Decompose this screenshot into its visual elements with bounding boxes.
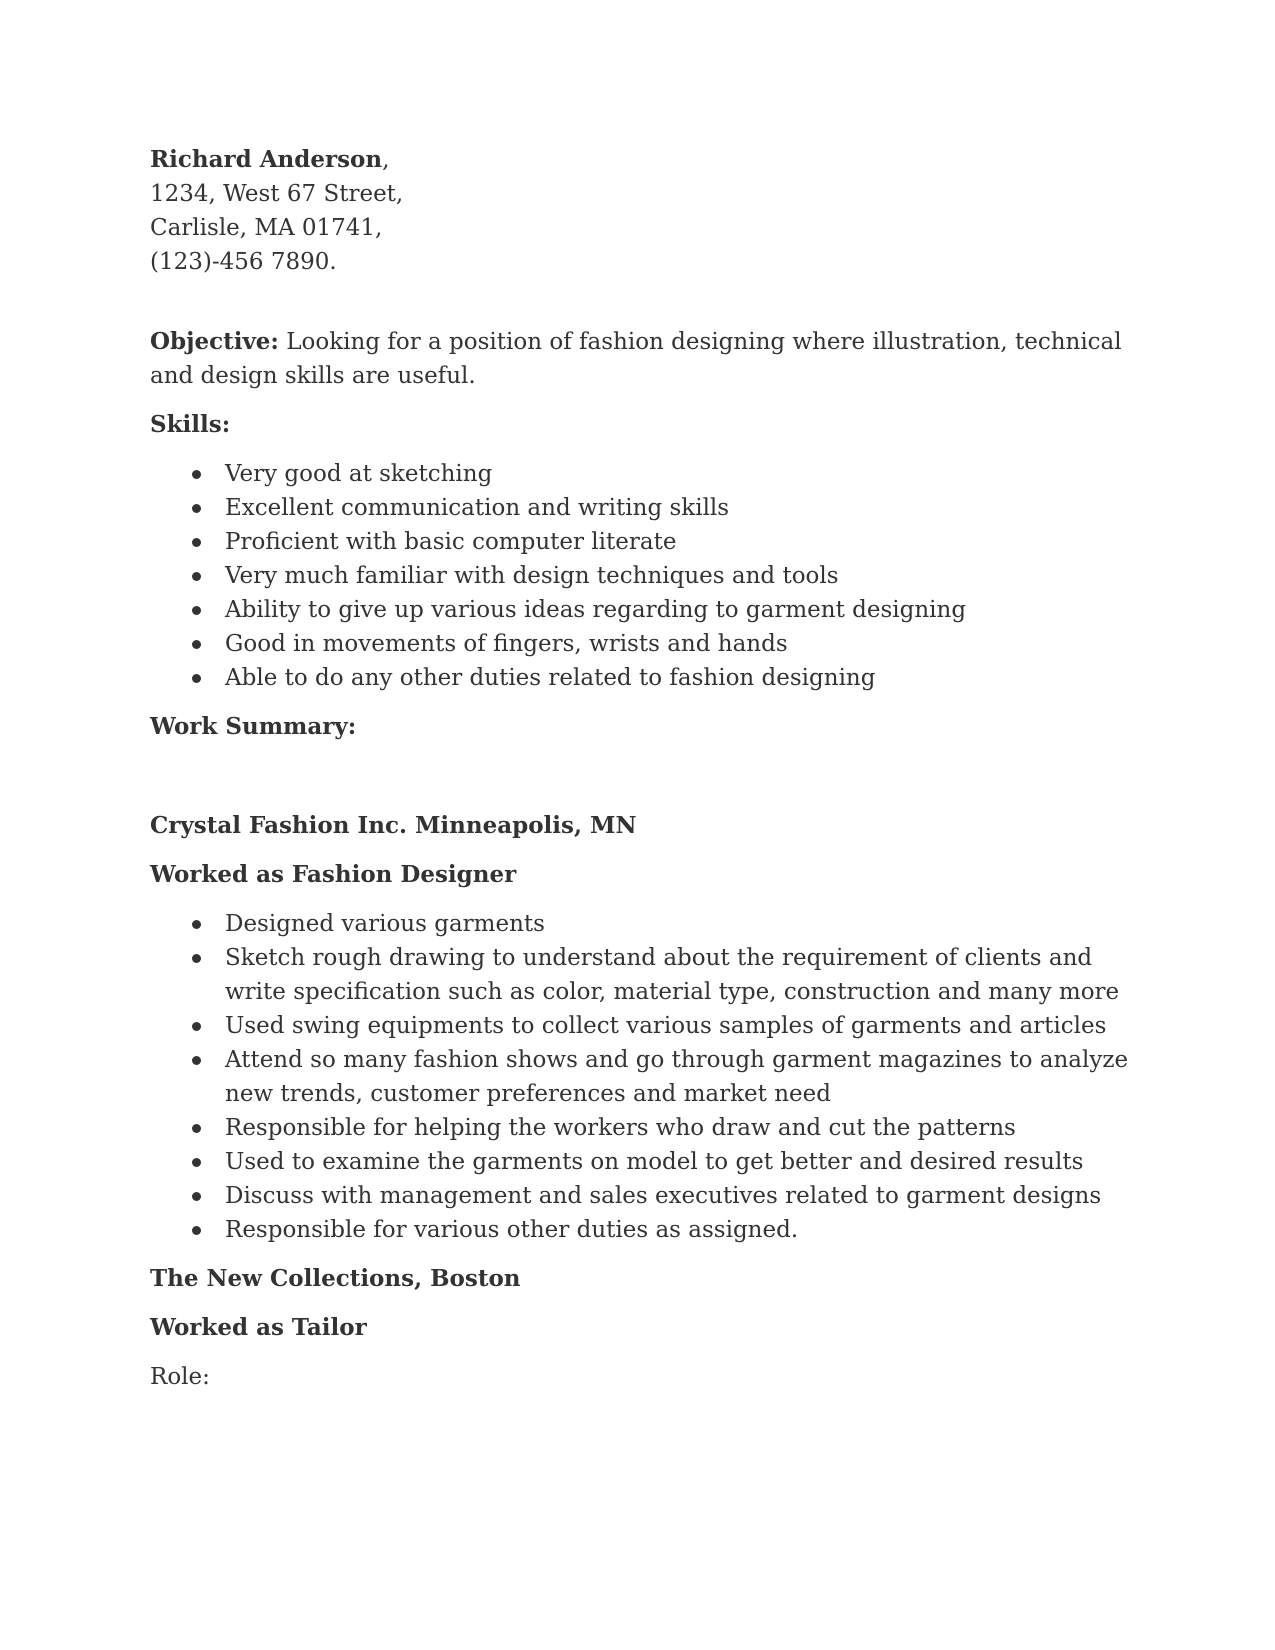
objective-paragraph: [150, 325, 1140, 393]
list-item: Responsible for various other duties as assigned.: [225, 1213, 1140, 1247]
list-item: Used swing equipments to collect various samples of garments and articles: [225, 1009, 1140, 1043]
contact-name-suffix: ,: [382, 147, 390, 173]
job1-company: Crystal Fashion Inc. Minneapolis, MN: [150, 812, 637, 839]
contact-phone: (123)-456 7890.: [150, 249, 337, 275]
list-item: Able to do any other duties related to fashion designing: [225, 661, 1140, 695]
list-item: Responsible for helping the workers who draw and cut the patterns: [225, 1111, 1140, 1145]
contact-block: [150, 143, 1140, 279]
objective-text: Looking for a position of fashion designing where illustration, technical and design skills are useful.: [150, 329, 1122, 389]
job2-title: Worked as Tailor: [150, 1314, 367, 1341]
job2-company: The New Collections, Boston: [150, 1265, 521, 1292]
job1-title: Worked as Fashion Designer: [150, 861, 517, 888]
list-item: Sketch rough drawing to understand about the requirement of clients and write specification such as color, material type, construction and many more: [225, 941, 1140, 1009]
job1-duties-list: [150, 907, 1140, 1247]
list-item: Excellent communication and writing skills: [225, 491, 1140, 525]
list-item: Used to examine the garments on model to get better and desired results: [225, 1145, 1140, 1179]
list-item: Good in movements of fingers, wrists and hands: [225, 627, 1140, 661]
list-item: Very much familiar with design techniques and tools: [225, 559, 1140, 593]
skills-heading: Skills:: [150, 411, 231, 438]
address-line-1: 1234, West 67 Street,: [150, 181, 404, 207]
list-item: Very good at sketching: [225, 457, 1140, 491]
list-item: Discuss with management and sales executives related to garment designs: [225, 1179, 1140, 1213]
work-summary-heading: Work Summary:: [150, 713, 357, 740]
blank-line-spacer: [150, 744, 1140, 794]
list-item: Proficient with basic computer literate: [225, 525, 1140, 559]
contact-name: Richard Anderson: [150, 146, 383, 173]
list-item: Designed various garments: [225, 907, 1140, 941]
list-item: Ability to give up various ideas regarding to garment designing: [225, 593, 1140, 627]
list-item: Attend so many fashion shows and go through garment magazines to analyze new trends, customer preferences and market need: [225, 1043, 1140, 1111]
contact-name-line: [150, 143, 1140, 177]
skills-list: [150, 457, 1140, 695]
objective-label: Objective:: [150, 328, 279, 355]
job2-role-label: Role:: [150, 1364, 210, 1390]
resume-page: [150, 143, 1140, 1394]
address-line-2: Carlisle, MA 01741,: [150, 215, 383, 241]
